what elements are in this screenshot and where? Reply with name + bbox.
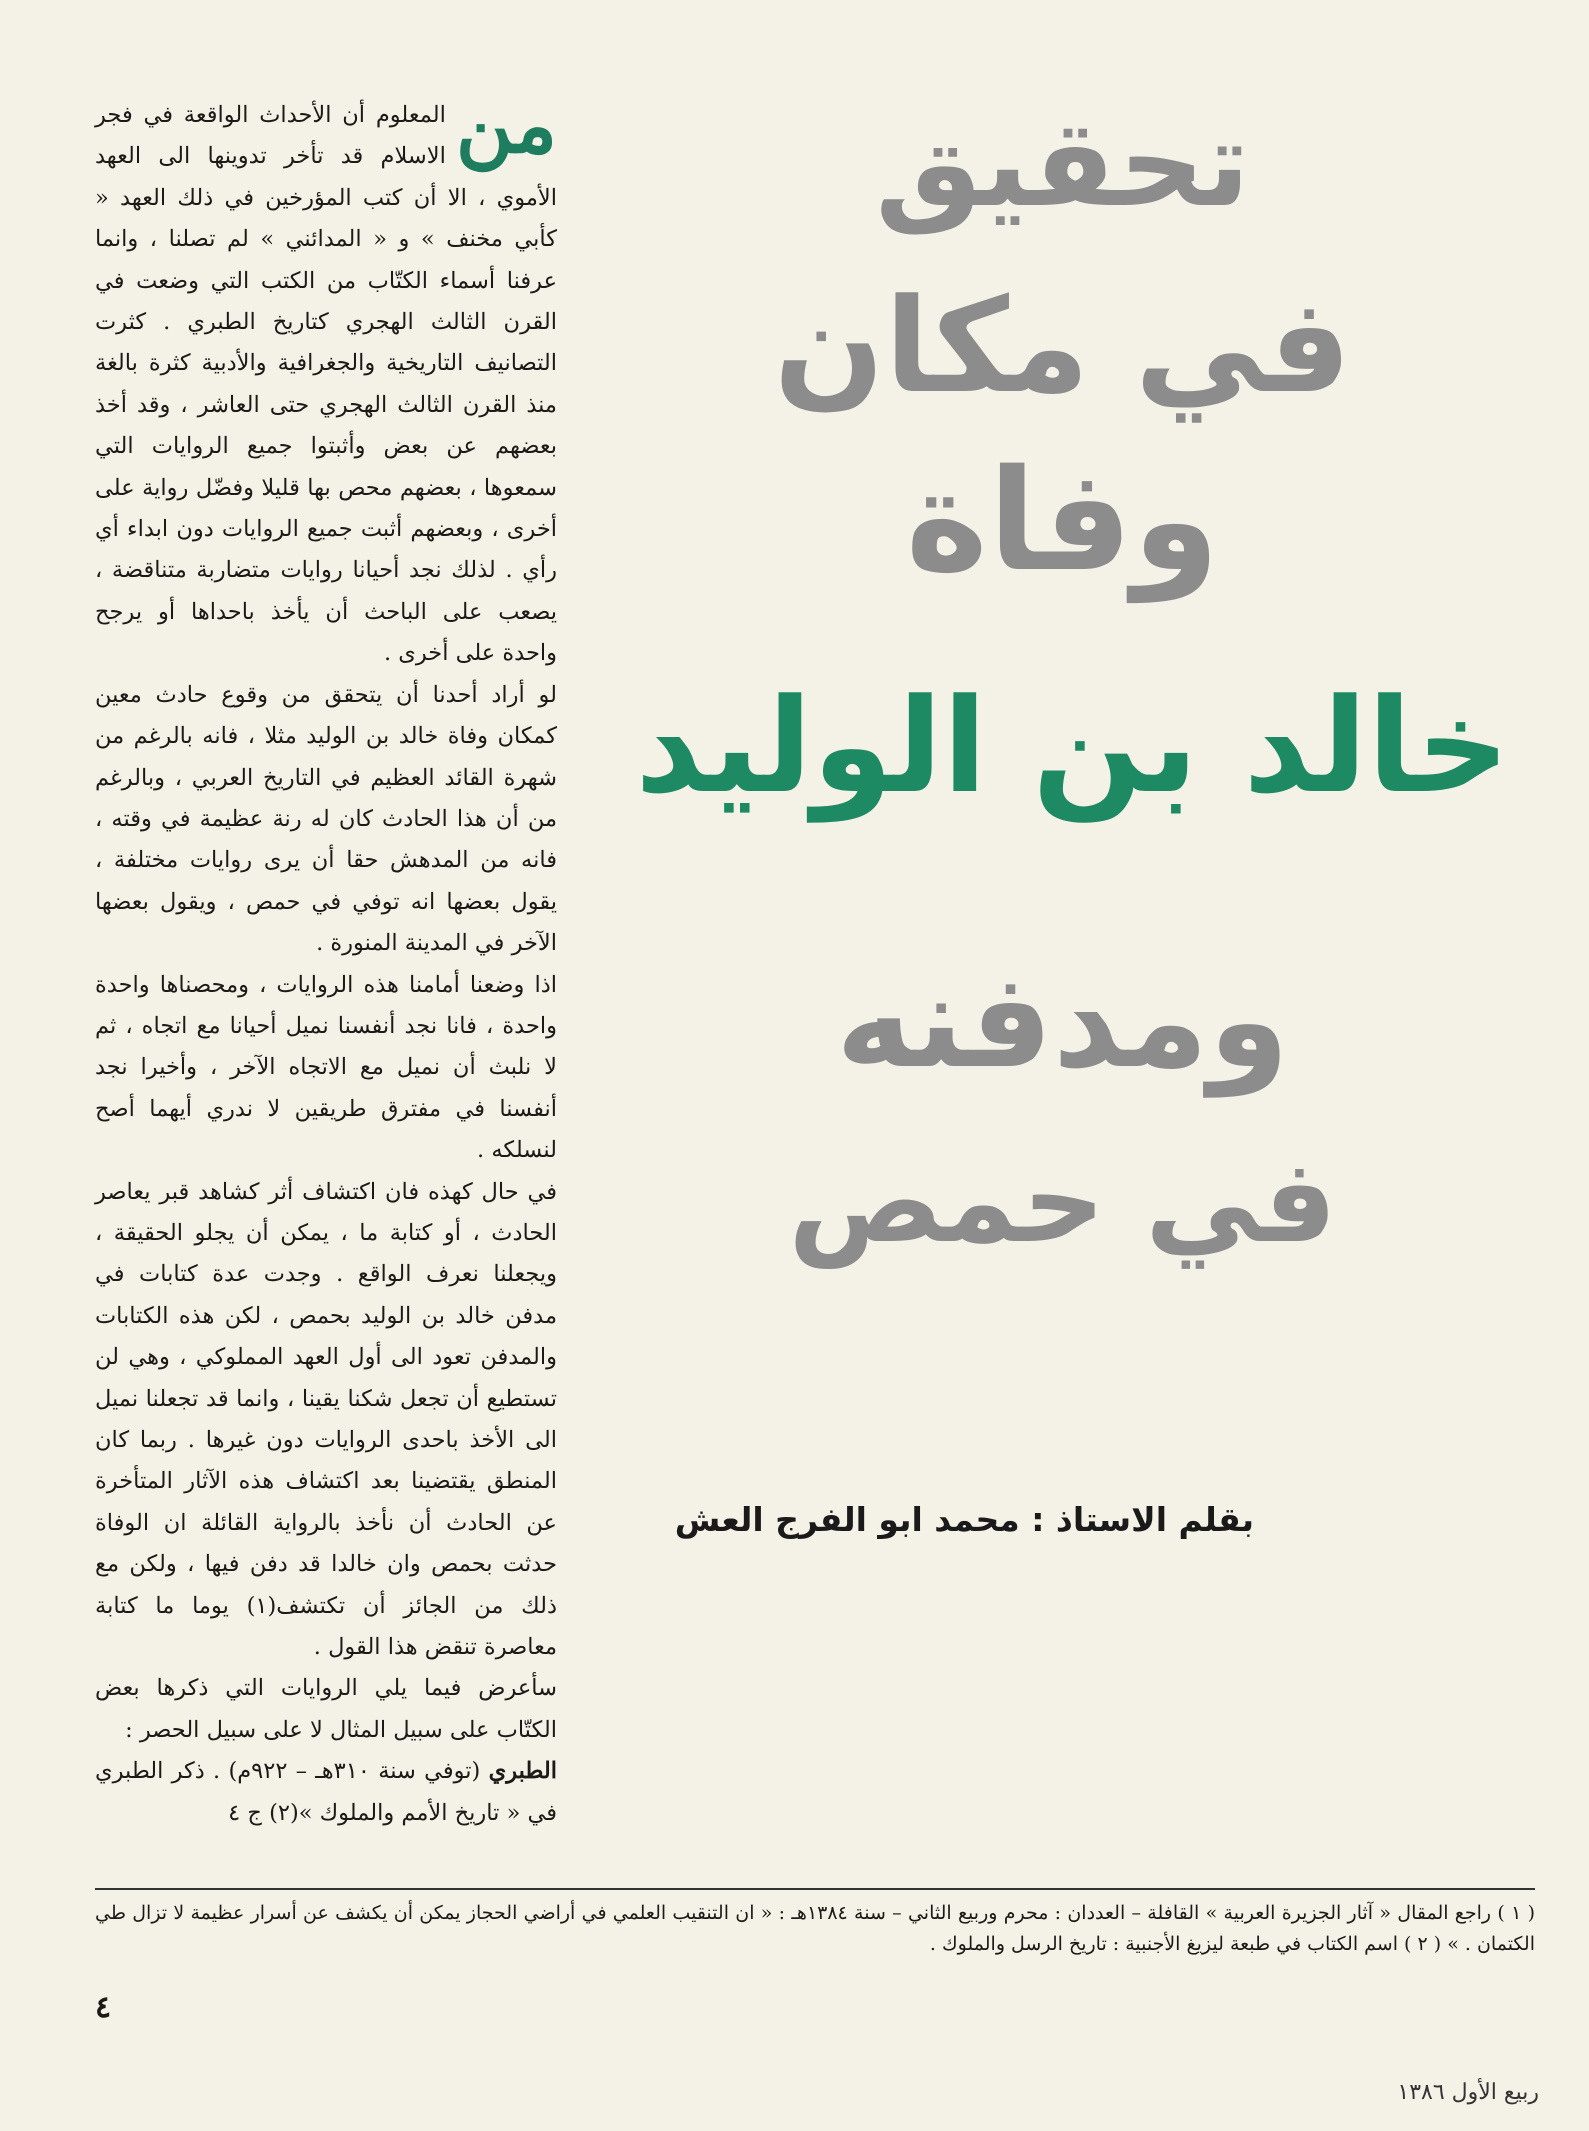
title-line-5: ومدفنه	[835, 945, 1290, 1097]
footnote-divider	[95, 1888, 1535, 1890]
title-line-4: خالد بن الوليد	[635, 670, 1510, 822]
paragraph: المعلوم أن الأحداث الواقعة في فجر الاسلام قد تأخر تدوينها الى العهد الأموي ، الا أن كتب المؤرخين في ذلك العهد « كأبي مخنف » و « المدائني » لم تصلنا ، وانما عرفنا أسماء الكتّاب من الكتب التي وضعت في القرن الثالث الهجري كتاريخ الطبري . كثرت التصانيف التاريخية والجغرافية والأدبية كثرة بالغة منذ القرن الثالث الهجري حتى العاشر ، وقد أخذ بعضهم عن بعض وأثبتوا جميع الروايات التي سمعوها ، بعضهم محص بها قليلا وفضّل رواية على أخرى ، وبعضهم أثبت جميع الروايات دون ابداء أي رأي . لذلك نجد أحيانا روايات متضاربة متناقضة ، يصعب على الباحث أن يأخذ باحداها أو يرجح واحدة على أخرى .	[95, 102, 557, 667]
article-title	[575, 95, 1550, 1269]
source-text: (توفي سنة ٣١٠هـ – ٩٢٢م) . ذكر الطبري في « تاريخ الأمم والملوك »(٢) ج ٤	[95, 1758, 557, 1826]
paragraph: لو أراد أحدنا أن يتحقق من وقوع حادث معين كمكان وفاة خالد بن الوليد مثلا ، فانه بالرغم من شهرة القائد العظيم في التاريخ العربي ، وبالرغم من أن هذا الحادث كان له رنة عظيمة في وقته ، فانه من المدهش حقا أن يرى روايات مختلفة ، يقول بعضها انه توفي في حمص ، ويقول بعضها الآخر في المدينة المنورة .	[95, 681, 557, 957]
drop-cap: من	[455, 80, 557, 171]
footnotes	[95, 1898, 1535, 1960]
source-name: الطبري	[488, 1758, 557, 1785]
paragraph: في حال كهذه فان اكتشاف أثر كشاهد قبر يعاصر الحادث ، أو كتابة ما ، يمكن أن يجلو الحقيقة ، ويجعلنا نعرف الواقع . وجدت عدة كتابات في مدفن خالد بن الوليد بحمص ، لكن هذه الكتابات والمدفن تعود الى أول العهد المملوكي ، وهي لن تستطيع أن تجعل شكنا يقينا ، وانما قد تجعلنا نميل الى الأخذ باحدى الروايات دون غيرها . ربما كان المنطق يقتضينا بعد اكتشاف هذه الآثار المتأخرة عن الحادث أن نأخذ بالرواية القائلة ان الوفاة حدثت بحمص وان خالدا قد دفن فيها ، ولكن مع ذلك من الجائز أن تكتشف(١) يوما ما كتابة معاصرة تنقض هذا القول .	[95, 1178, 557, 1661]
footnote: ( ١ ) راجع المقال « آثار الجزيرة العربية » القافلة – العددان : محرم وربيع الثاني – سنة ١٣٨٤هـ : « ان التنقيب العلمي في أراضي الحجاز يمكن أن يكشف عن أسرار عظيمة لا تزال طي الكتمان . » ( ٢ ) اسم الكتاب في طبعة ليزيغ الأجنبية : تاريخ الرسل والملوك .	[95, 1902, 1536, 1955]
title-line-6: في حمص	[788, 1135, 1337, 1269]
title-line-3: وفاة	[905, 440, 1220, 603]
issue-label: ربيع الأول ١٣٨٦	[1397, 2080, 1539, 2105]
paragraph	[95, 1751, 557, 1834]
paragraph: اذا وضعنا أمامنا هذه الروايات ، ومحصناها واحدة واحدة ، فانا نجد أنفسنا نميل أحيانا مع اتجاه ، ثم لا نلبث أن نميل مع الاتجاه الآخر ، وأخيرا نجد أنفسنا في مفترق طريقين لا ندري أيهما أصح لنسلكه .	[95, 971, 557, 1164]
title-line-2: في مكان	[773, 270, 1352, 422]
paragraph: سأعرض فيما يلي الروايات التي ذكرها بعض الكتّاب على سبيل المثال لا على سبيل الحصر :	[95, 1675, 557, 1743]
title-line-1: تحقيق	[874, 95, 1251, 234]
article-body	[95, 80, 557, 1875]
author-byline: بقلم الاستاذ : محمد ابو الفرج العش	[674, 1500, 1254, 1539]
page-number: ٤	[95, 1990, 112, 2025]
